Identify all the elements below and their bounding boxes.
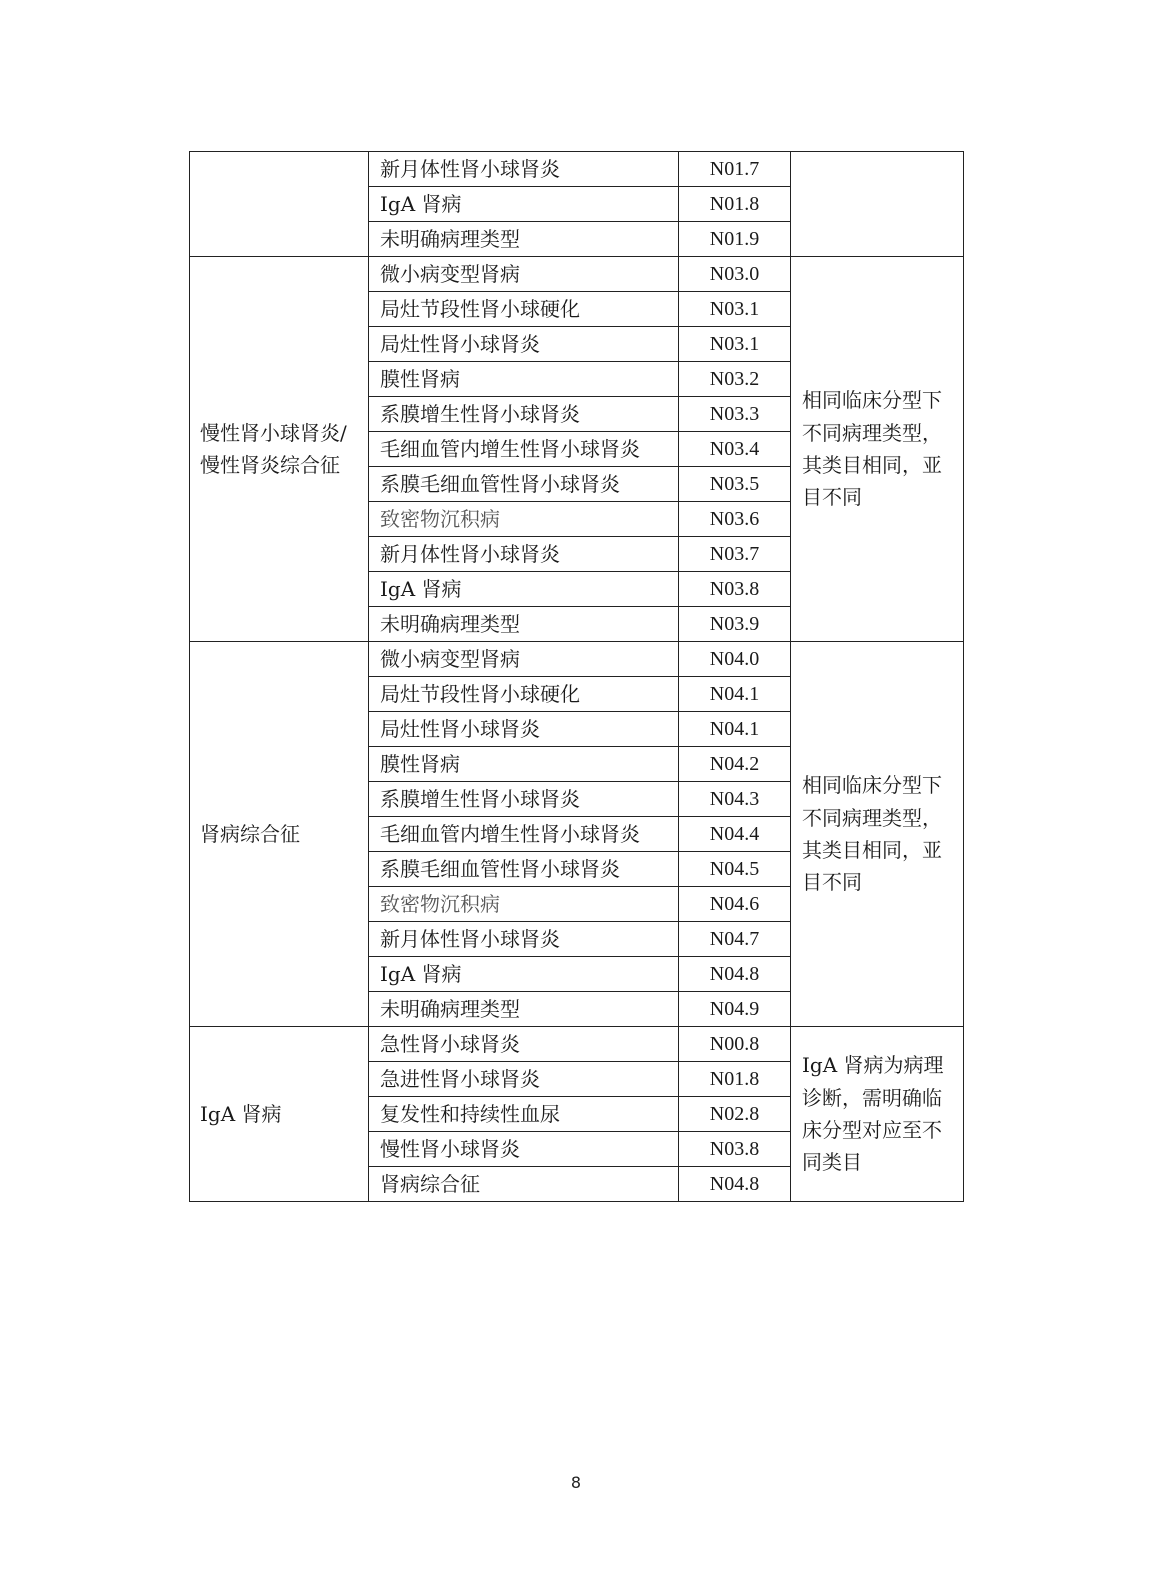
icd-code-cell: N03.3 [679, 397, 791, 432]
note-cell: 相同临床分型下不同病理类型，其类目相同，亚目不同 [791, 257, 964, 642]
clinical-category-cell: 肾病综合征 [190, 642, 369, 1027]
icd-code-cell: N04.1 [679, 712, 791, 747]
pathology-type-cell: 系膜增生性肾小球肾炎 [369, 782, 679, 817]
pathology-type-cell: 系膜增生性肾小球肾炎 [369, 397, 679, 432]
icd-code-cell: N04.3 [679, 782, 791, 817]
pathology-type-cell: 微小病变型肾病 [369, 642, 679, 677]
note-cell: 相同临床分型下不同病理类型，其类目相同，亚目不同 [791, 642, 964, 1027]
icd-code-cell: N03.6 [679, 502, 791, 537]
pathology-type-cell: 致密物沉积病 [369, 887, 679, 922]
icd-code-cell: N03.2 [679, 362, 791, 397]
clinical-category-cell: IgA 肾病 [190, 1027, 369, 1202]
pathology-type-cell: 新月体性肾小球肾炎 [369, 537, 679, 572]
clinical-category-cell: 慢性肾小球肾炎/慢性肾炎综合征 [190, 257, 369, 642]
pathology-type-cell: 系膜毛细血管性肾小球肾炎 [369, 852, 679, 887]
pathology-type-cell: 未明确病理类型 [369, 607, 679, 642]
icd-code-cell: N03.1 [679, 292, 791, 327]
note-cell [791, 152, 964, 257]
icd-code-cell: N03.9 [679, 607, 791, 642]
icd-code-cell: N01.8 [679, 1062, 791, 1097]
pathology-type-cell: 急性肾小球肾炎 [369, 1027, 679, 1062]
icd-code-cell: N03.8 [679, 1132, 791, 1167]
pathology-type-cell: 膜性肾病 [369, 362, 679, 397]
icd-code-cell: N04.8 [679, 957, 791, 992]
icd-code-cell: N03.4 [679, 432, 791, 467]
icd-code-cell: N04.2 [679, 747, 791, 782]
icd-code-cell: N04.1 [679, 677, 791, 712]
pathology-type-cell: IgA 肾病 [369, 187, 679, 222]
classification-table [189, 151, 964, 1202]
pathology-type-cell: 未明确病理类型 [369, 992, 679, 1027]
pathology-type-cell: 新月体性肾小球肾炎 [369, 152, 679, 187]
table-row [190, 257, 964, 292]
table-row [190, 152, 964, 187]
icd-code-cell: N04.5 [679, 852, 791, 887]
icd-code-cell: N03.0 [679, 257, 791, 292]
pathology-type-cell: 慢性肾小球肾炎 [369, 1132, 679, 1167]
pathology-type-cell: 局灶节段性肾小球硬化 [369, 677, 679, 712]
pathology-type-cell: 局灶节段性肾小球硬化 [369, 292, 679, 327]
icd-code-cell: N03.7 [679, 537, 791, 572]
pathology-type-cell: 急进性肾小球肾炎 [369, 1062, 679, 1097]
pathology-type-cell: 复发性和持续性血尿 [369, 1097, 679, 1132]
table-row [190, 1027, 964, 1062]
icd-code-cell: N04.6 [679, 887, 791, 922]
note-cell: IgA 肾病为病理诊断，需明确临床分型对应至不同类目 [791, 1027, 964, 1202]
icd-code-cell: N01.8 [679, 187, 791, 222]
pathology-type-cell: 肾病综合征 [369, 1167, 679, 1202]
pathology-type-cell: IgA 肾病 [369, 957, 679, 992]
table-body [190, 152, 964, 1202]
pathology-type-cell: 微小病变型肾病 [369, 257, 679, 292]
icd-code-cell: N01.7 [679, 152, 791, 187]
pathology-type-cell: 致密物沉积病 [369, 502, 679, 537]
pathology-type-cell: IgA 肾病 [369, 572, 679, 607]
table-row [190, 642, 964, 677]
icd-code-cell: N03.1 [679, 327, 791, 362]
pathology-type-cell: 系膜毛细血管性肾小球肾炎 [369, 467, 679, 502]
pathology-type-cell: 新月体性肾小球肾炎 [369, 922, 679, 957]
pathology-type-cell: 毛细血管内增生性肾小球肾炎 [369, 432, 679, 467]
icd-code-cell: N00.8 [679, 1027, 791, 1062]
page-number: 8 [570, 1473, 582, 1492]
pathology-type-cell: 局灶性肾小球肾炎 [369, 327, 679, 362]
pathology-type-cell: 毛细血管内增生性肾小球肾炎 [369, 817, 679, 852]
pathology-type-cell: 局灶性肾小球肾炎 [369, 712, 679, 747]
icd-code-cell: N04.8 [679, 1167, 791, 1202]
icd-code-cell: N01.9 [679, 222, 791, 257]
icd-code-cell: N04.0 [679, 642, 791, 677]
pathology-type-cell: 膜性肾病 [369, 747, 679, 782]
icd-code-cell: N02.8 [679, 1097, 791, 1132]
icd-code-cell: N04.9 [679, 992, 791, 1027]
clinical-category-cell [190, 152, 369, 257]
icd-code-cell: N04.7 [679, 922, 791, 957]
icd-code-cell: N03.5 [679, 467, 791, 502]
icd-code-cell: N04.4 [679, 817, 791, 852]
icd-code-cell: N03.8 [679, 572, 791, 607]
pathology-type-cell: 未明确病理类型 [369, 222, 679, 257]
